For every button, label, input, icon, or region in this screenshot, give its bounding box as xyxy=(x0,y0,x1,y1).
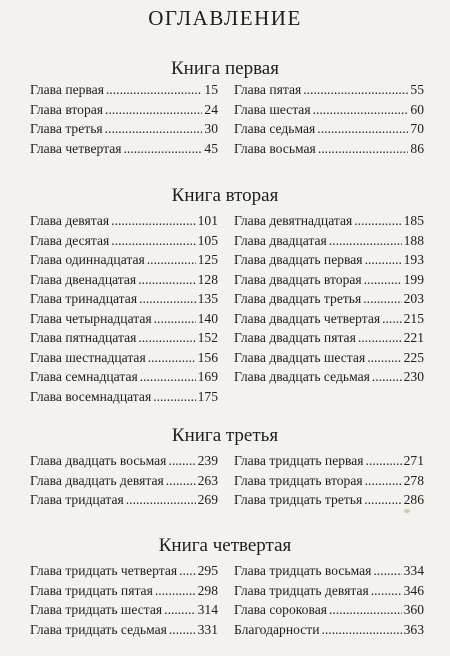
toc-entry-page: 135 xyxy=(197,291,218,306)
toc-column-left-book-2 xyxy=(30,211,218,406)
toc-entry xyxy=(30,561,218,581)
toc-leader-dots xyxy=(365,250,402,270)
toc-entry-title: Глава тридцать четвертая xyxy=(30,563,178,578)
book-title-3: Книга третья xyxy=(171,425,279,446)
toc-entry-page: 24 xyxy=(204,101,218,117)
toc-entry xyxy=(234,471,424,491)
toc-entry-title: Глава одиннадцатая xyxy=(30,252,145,267)
toc-entry xyxy=(234,80,424,100)
toc-entry-page: 346 xyxy=(403,582,424,598)
toc-entry xyxy=(30,581,218,601)
toc-entry xyxy=(30,289,218,309)
toc-entry-page: 86 xyxy=(410,140,424,156)
toc-entry-page: 15 xyxy=(204,82,218,97)
toc-entry xyxy=(30,451,218,471)
toc-entry-title: Глава восьмая xyxy=(234,140,316,156)
toc-leader-dots xyxy=(169,620,196,640)
toc-entry-page: 175 xyxy=(197,388,218,404)
toc-leader-dots xyxy=(366,451,402,471)
toc-entry-page: 269 xyxy=(197,492,218,507)
toc-entry-title: Глава двадцать девятая xyxy=(30,472,164,488)
toc-entry-page: 286 xyxy=(403,492,424,507)
page-title: ОГЛАВЛЕНИЕ xyxy=(148,6,302,30)
toc-leader-dots xyxy=(155,581,196,601)
toc-entry xyxy=(30,387,218,407)
toc-entry-title: Глава тридцатая xyxy=(30,492,124,507)
toc-entry-title: Глава тридцать вторая xyxy=(234,472,363,488)
toc-leader-dots xyxy=(318,139,409,159)
toc-leader-dots xyxy=(303,80,408,100)
toc-leader-dots xyxy=(364,270,402,290)
toc-entry-title: Глава седьмая xyxy=(234,121,316,136)
toc-entry xyxy=(234,270,424,290)
toc-leader-dots xyxy=(179,561,196,581)
toc-entry xyxy=(234,620,424,640)
toc-entry-page: 70 xyxy=(410,121,424,136)
toc-entry-page: 331 xyxy=(197,621,218,637)
toc-entry-title: Глава двадцать восьмая xyxy=(30,453,167,468)
toc-entry-title: Глава первая xyxy=(30,82,104,97)
toc-leader-dots xyxy=(367,348,401,368)
toc-entry-title: Глава девятая xyxy=(30,213,110,228)
toc-entry xyxy=(30,348,218,368)
toc-leader-dots xyxy=(329,600,402,620)
toc-entry-page: 30 xyxy=(204,121,218,136)
toc-entry-page: 199 xyxy=(403,271,424,287)
toc-entry xyxy=(234,231,424,251)
toc-entry-title: Глава двадцать четвертая xyxy=(234,310,381,326)
toc-entry-page: 156 xyxy=(197,349,218,365)
toc-entry xyxy=(234,367,424,387)
toc-entry-page: 334 xyxy=(403,563,424,578)
toc-leader-dots xyxy=(358,328,402,348)
toc-entry-page: 60 xyxy=(410,101,424,117)
toc-leader-dots xyxy=(372,367,402,387)
toc-leader-dots xyxy=(322,620,402,640)
paper-speck xyxy=(404,509,410,513)
toc-entry-title: Глава пятая xyxy=(234,82,302,97)
toc-entry-title: Глава шестнадцатая xyxy=(30,349,146,365)
toc-leader-dots xyxy=(111,211,195,231)
toc-entry xyxy=(234,139,424,159)
toc-entry-page: 101 xyxy=(197,213,218,228)
toc-entry-title: Глава двадцать первая xyxy=(234,252,363,267)
toc-leader-dots xyxy=(373,561,401,581)
toc-column-left-book-3 xyxy=(30,451,218,510)
toc-entry xyxy=(30,100,218,120)
toc-entry xyxy=(30,270,218,290)
toc-entry-title: Глава двадцать вторая xyxy=(234,271,362,287)
toc-leader-dots xyxy=(105,100,202,120)
toc-entry xyxy=(30,328,218,348)
toc-entry xyxy=(234,250,424,270)
toc-entry-page: 363 xyxy=(403,621,424,637)
toc-entry-title: Глава двадцать шестая xyxy=(234,349,366,365)
toc-entry-page: 225 xyxy=(403,349,424,365)
book-title-4: Книга четвертая xyxy=(158,535,292,556)
toc-entry-title: Глава сороковая xyxy=(234,602,327,617)
toc-entry-page: 298 xyxy=(197,582,218,598)
toc-entry-title: Глава тридцать восьмая xyxy=(234,563,372,578)
toc-leader-dots xyxy=(363,289,401,309)
toc-entry-title: Глава двенадцатая xyxy=(30,271,137,287)
toc-entry-title: Глава шестая xyxy=(234,101,311,117)
toc-entry-page: 188 xyxy=(403,232,424,248)
toc-entry xyxy=(30,80,218,100)
toc-entry-title: Глава тридцать седьмая xyxy=(30,621,167,637)
toc-entry-page: 230 xyxy=(403,369,424,384)
toc-entry-page: 215 xyxy=(403,310,424,326)
toc-leader-dots xyxy=(364,490,401,510)
toc-entry xyxy=(234,289,424,309)
toc-leader-dots xyxy=(313,100,409,120)
toc-entry xyxy=(30,139,218,159)
toc-entry xyxy=(234,600,424,620)
toc-entry-title: Глава десятая xyxy=(30,232,110,248)
toc-entry-page: 203 xyxy=(403,291,424,306)
toc-entry xyxy=(30,231,218,251)
toc-entry xyxy=(234,309,424,329)
toc-entry-title: Глава двадцать третья xyxy=(234,291,362,306)
toc-entry-title: Глава двадцатая xyxy=(234,232,327,248)
toc-entry-page: 45 xyxy=(204,140,218,156)
toc-column-left-book-4 xyxy=(30,561,218,639)
toc-entry xyxy=(30,250,218,270)
toc-entry-title: Глава тридцать шестая xyxy=(30,602,163,617)
toc-leader-dots xyxy=(317,119,408,139)
toc-entry-page: 140 xyxy=(197,310,218,326)
toc-column-right-book-2 xyxy=(234,211,424,387)
toc-leader-dots xyxy=(153,387,195,407)
toc-entry-title: Глава двадцать пятая xyxy=(234,330,356,345)
toc-entry-title: Глава тридцать третья xyxy=(234,492,363,507)
toc-entry-page: 128 xyxy=(197,271,218,287)
toc-entry-page: 239 xyxy=(197,453,218,468)
toc-entry-page: 105 xyxy=(197,232,218,248)
toc-leader-dots xyxy=(111,231,195,251)
toc-entry-title: Благодарности xyxy=(234,621,320,637)
toc-leader-dots xyxy=(166,471,196,491)
toc-entry-title: Глава девятнадцатая xyxy=(234,213,353,228)
toc-column-right-book-4 xyxy=(234,561,424,639)
toc-entry-title: Глава тридцать первая xyxy=(234,453,364,468)
toc-entry xyxy=(234,328,424,348)
toc-entry-title: Глава двадцать седьмая xyxy=(234,369,370,384)
book-title-2: Книга вторая xyxy=(171,185,279,206)
toc-leader-dots xyxy=(139,289,196,309)
toc-entry-title: Глава тридцать девятая xyxy=(234,582,369,598)
toc-leader-dots xyxy=(154,309,196,329)
toc-entry-title: Глава семнадцатая xyxy=(30,369,138,384)
toc-entry-title: Глава третья xyxy=(30,121,103,136)
toc-leader-dots xyxy=(124,139,203,159)
toc-entry-page: 169 xyxy=(197,369,218,384)
toc-entry xyxy=(234,581,424,601)
toc-entry-page: 278 xyxy=(403,472,424,488)
toc-entry xyxy=(30,600,218,620)
toc-entry-title: Глава вторая xyxy=(30,101,104,117)
toc-leader-dots xyxy=(126,490,196,510)
toc-entry-page: 360 xyxy=(403,602,424,617)
toc-leader-dots xyxy=(140,367,196,387)
toc-entry-page: 221 xyxy=(403,330,424,345)
toc-column-left-book-1 xyxy=(30,80,218,158)
toc-entry-title: Глава четвертая xyxy=(30,140,122,156)
toc-column-right-book-3 xyxy=(234,451,424,510)
toc-entry-title: Глава восемнадцатая xyxy=(30,388,152,404)
toc-leader-dots xyxy=(365,471,402,491)
toc-entry xyxy=(234,348,424,368)
toc-entry-page: 271 xyxy=(403,453,424,468)
toc-leader-dots xyxy=(164,600,195,620)
toc-entry-page: 263 xyxy=(197,472,218,488)
toc-entry xyxy=(30,490,218,510)
toc-entry-page: 193 xyxy=(403,252,424,267)
book-title-1: Книга первая xyxy=(171,58,279,79)
toc-leader-dots xyxy=(148,348,196,368)
toc-entry-page: 152 xyxy=(197,330,218,345)
toc-entry-title: Глава пятнадцатая xyxy=(30,330,137,345)
toc-entry-title: Глава четырнадцатая xyxy=(30,310,152,326)
toc-leader-dots xyxy=(371,581,402,601)
toc-entry xyxy=(234,119,424,139)
toc-leader-dots xyxy=(382,309,401,329)
toc-leader-dots xyxy=(147,250,196,270)
toc-entry xyxy=(234,490,424,510)
toc-entry-page: 185 xyxy=(403,213,424,228)
toc-leader-dots xyxy=(105,119,203,139)
toc-entry-page: 125 xyxy=(197,252,218,267)
toc-entry-page: 295 xyxy=(197,563,218,578)
toc-entry xyxy=(234,451,424,471)
toc-leader-dots xyxy=(106,80,202,100)
toc-entry xyxy=(30,309,218,329)
toc-entry xyxy=(30,211,218,231)
toc-entry-page: 314 xyxy=(197,602,218,617)
toc-leader-dots xyxy=(168,451,195,471)
toc-entry xyxy=(30,471,218,491)
toc-entry xyxy=(30,367,218,387)
toc-entry xyxy=(30,119,218,139)
toc-leader-dots xyxy=(329,231,402,251)
toc-leader-dots xyxy=(138,270,195,290)
toc-column-right-book-1 xyxy=(234,80,424,158)
toc-entry-title: Глава тридцать пятая xyxy=(30,582,153,598)
toc-entry-page: 55 xyxy=(410,82,424,97)
toc-entry xyxy=(30,620,218,640)
toc-entry xyxy=(234,561,424,581)
toc-entry xyxy=(234,211,424,231)
toc-leader-dots xyxy=(354,211,401,231)
toc-entry-title: Глава тринадцатая xyxy=(30,291,138,306)
toc-entry xyxy=(234,100,424,120)
toc-leader-dots xyxy=(138,328,195,348)
